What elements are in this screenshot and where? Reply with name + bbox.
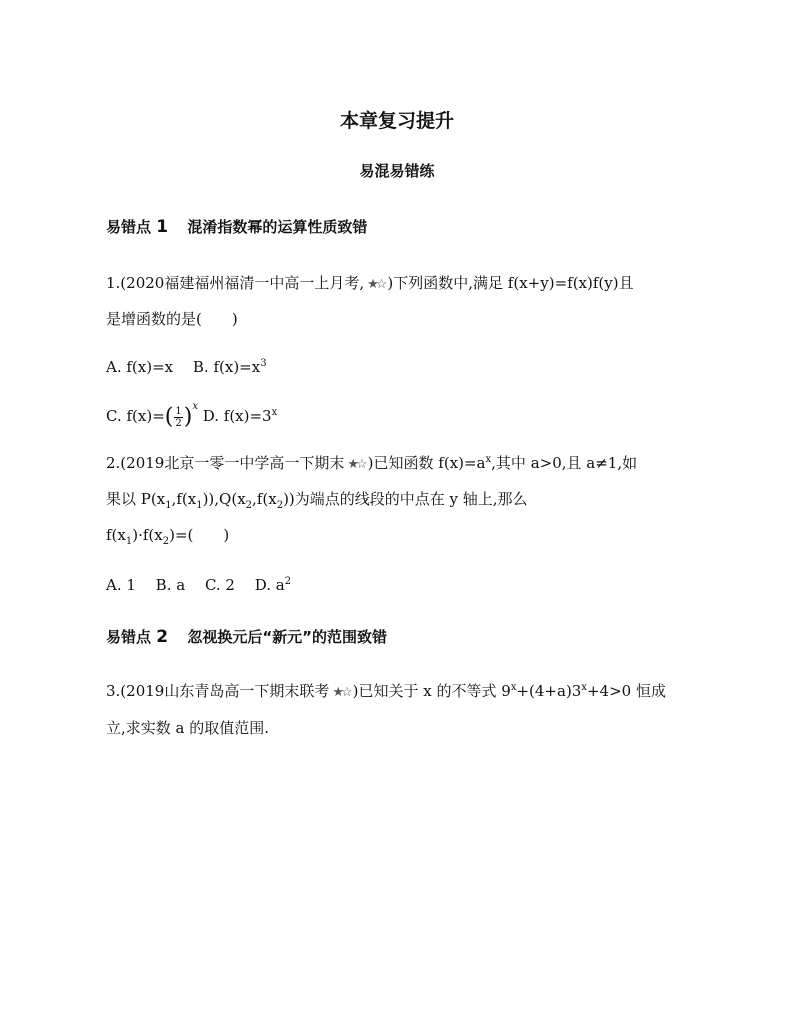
section-label: 易错点 bbox=[106, 628, 152, 646]
question-1-line-1: 1.(2020福建福州福清一中高一上月考, ★☆ )下列函数中,满足 f(x+y)=f(x)f(y)且 bbox=[106, 274, 634, 292]
question-2-line-2: 果以 $P(x_1,f(x_1)),Q(x_2,f(x_2))$为端点的线段的中点在 y 轴上,那么 bbox=[106, 490, 528, 511]
difficulty-star-icon: ★☆ bbox=[347, 457, 365, 472]
question-1-line-2: 是增函数的是( ) bbox=[106, 310, 238, 328]
section-number: 1 bbox=[156, 217, 169, 237]
question-2-options: A. 1 B. a C. 2 D. $a^2$ bbox=[106, 576, 292, 594]
question-1-options-ab: A. f(x)=x B. $f(x)=x^3$ bbox=[106, 358, 267, 376]
question-3-line-2: 立,求实数 a 的取值范围. bbox=[106, 719, 270, 737]
page-title: 本章复习提升 bbox=[339, 110, 454, 132]
difficulty-star-icon: ★☆ bbox=[332, 685, 350, 700]
page-subtitle: 易混易错练 bbox=[359, 162, 435, 180]
question-2-line-1: 2.(2019北京一零一中学高一下期末 ★☆ )已知函数 $f(x)=a^x$,其中 a>0,且 a≠1,如 bbox=[106, 454, 638, 472]
question-3-line-1: 3.(2019山东青岛高一下期末联考 ★☆ )已知关于 x 的不等式 $9^x+(4+a)3^x+4>0$ 恒成 bbox=[106, 682, 666, 700]
question-1-options-cd: C. f(x)=( $\frac{1}{2}$ )$^x$ D. $f(x)=3^x$ bbox=[106, 401, 278, 430]
question-2-line-3: $f(x_1)\cdot f(x_2)=$( ) bbox=[106, 526, 230, 547]
section-text: 忽视换元后“新元”的范围致错 bbox=[187, 628, 388, 646]
section-heading-2 bbox=[106, 626, 387, 647]
section-text: 混淆指数幂的运算性质致错 bbox=[187, 218, 368, 236]
section-label: 易错点 bbox=[106, 218, 152, 236]
section-number: 2 bbox=[156, 627, 169, 647]
difficulty-star-icon: ★☆ bbox=[367, 277, 385, 292]
section-heading-1 bbox=[106, 216, 367, 237]
fraction-one-half: $\frac{1}{2}$ bbox=[175, 405, 182, 429]
